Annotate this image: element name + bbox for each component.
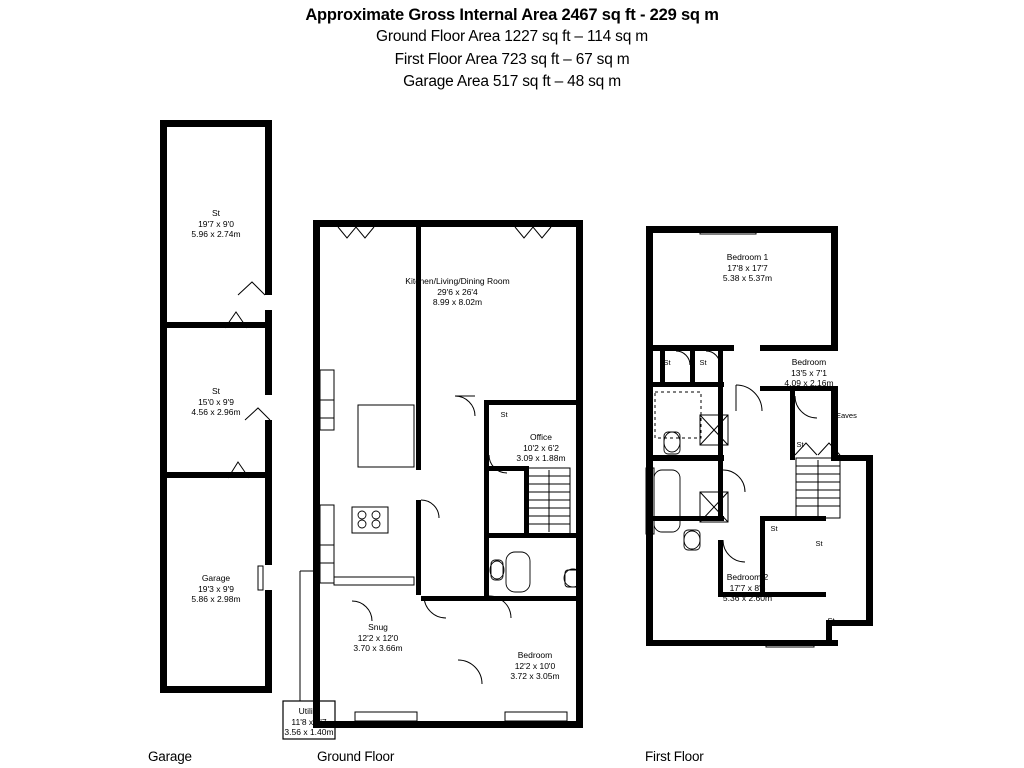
room-utility: Utility 11'8 x 4'7 3.56 x 1.40m bbox=[284, 706, 334, 737]
first-floor-staircase bbox=[796, 458, 840, 518]
store-label-ff-4: St bbox=[770, 524, 778, 533]
store-label-ff-1: St bbox=[663, 358, 671, 367]
header-ground-floor-area: Ground Floor Area 1227 sq ft – 114 sq m bbox=[376, 28, 648, 45]
ground-staircase bbox=[528, 468, 570, 534]
room-office: Office 10'2 x 6'2 3.09 x 1.88m bbox=[516, 432, 566, 463]
header-first-floor-area: First Floor Area 723 sq ft – 67 sq m bbox=[394, 50, 630, 68]
header-title: Approximate Gross Internal Area 2467 sq ft - 229 sq m bbox=[305, 6, 719, 24]
store-label-ff-5: St bbox=[815, 539, 823, 548]
room-garage-st-2: St 15'0 x 9'9 4.56 x 2.96m bbox=[191, 386, 241, 417]
store-label-ff-6: St bbox=[827, 616, 835, 625]
store-label-ff-2: St bbox=[699, 358, 707, 367]
room-kitchen-living-dining: Kitchen/Living/Dining Room 29'6 x 26'4 8.99 x 8.02m bbox=[405, 276, 510, 307]
plan-label-first-floor: First Floor bbox=[645, 749, 704, 764]
eaves-label: Eaves bbox=[836, 411, 857, 420]
store-label-ff-3: St bbox=[796, 440, 804, 449]
header-garage-area: Garage Area 517 sq ft – 48 sq m bbox=[403, 73, 621, 90]
store-label-ground-1: St bbox=[500, 410, 508, 419]
room-bedroom-1: Bedroom 1 17'8 x 17'7 5.38 x 5.37m bbox=[722, 252, 773, 283]
plan-label-ground-floor: Ground Floor bbox=[317, 749, 395, 764]
room-bedroom-2: Bedroom 2 17'7 x 8'6 5.36 x 2.60m bbox=[722, 572, 773, 603]
room-bedroom-3: Bedroom 13'5 x 7'1 4.09 x 2.16m bbox=[784, 357, 834, 388]
room-garage: Garage 19'3 x 9'9 5.86 x 2.98m bbox=[191, 573, 241, 604]
room-snug: Snug 12'2 x 12'0 3.70 x 3.66m bbox=[353, 622, 403, 653]
room-bedroom-ground: Bedroom 12'2 x 10'0 3.72 x 3.05m bbox=[510, 650, 560, 681]
room-garage-st-1: St 19'7 x 9'0 5.96 x 2.74m bbox=[191, 208, 241, 239]
plan-label-garage: Garage bbox=[148, 749, 192, 764]
